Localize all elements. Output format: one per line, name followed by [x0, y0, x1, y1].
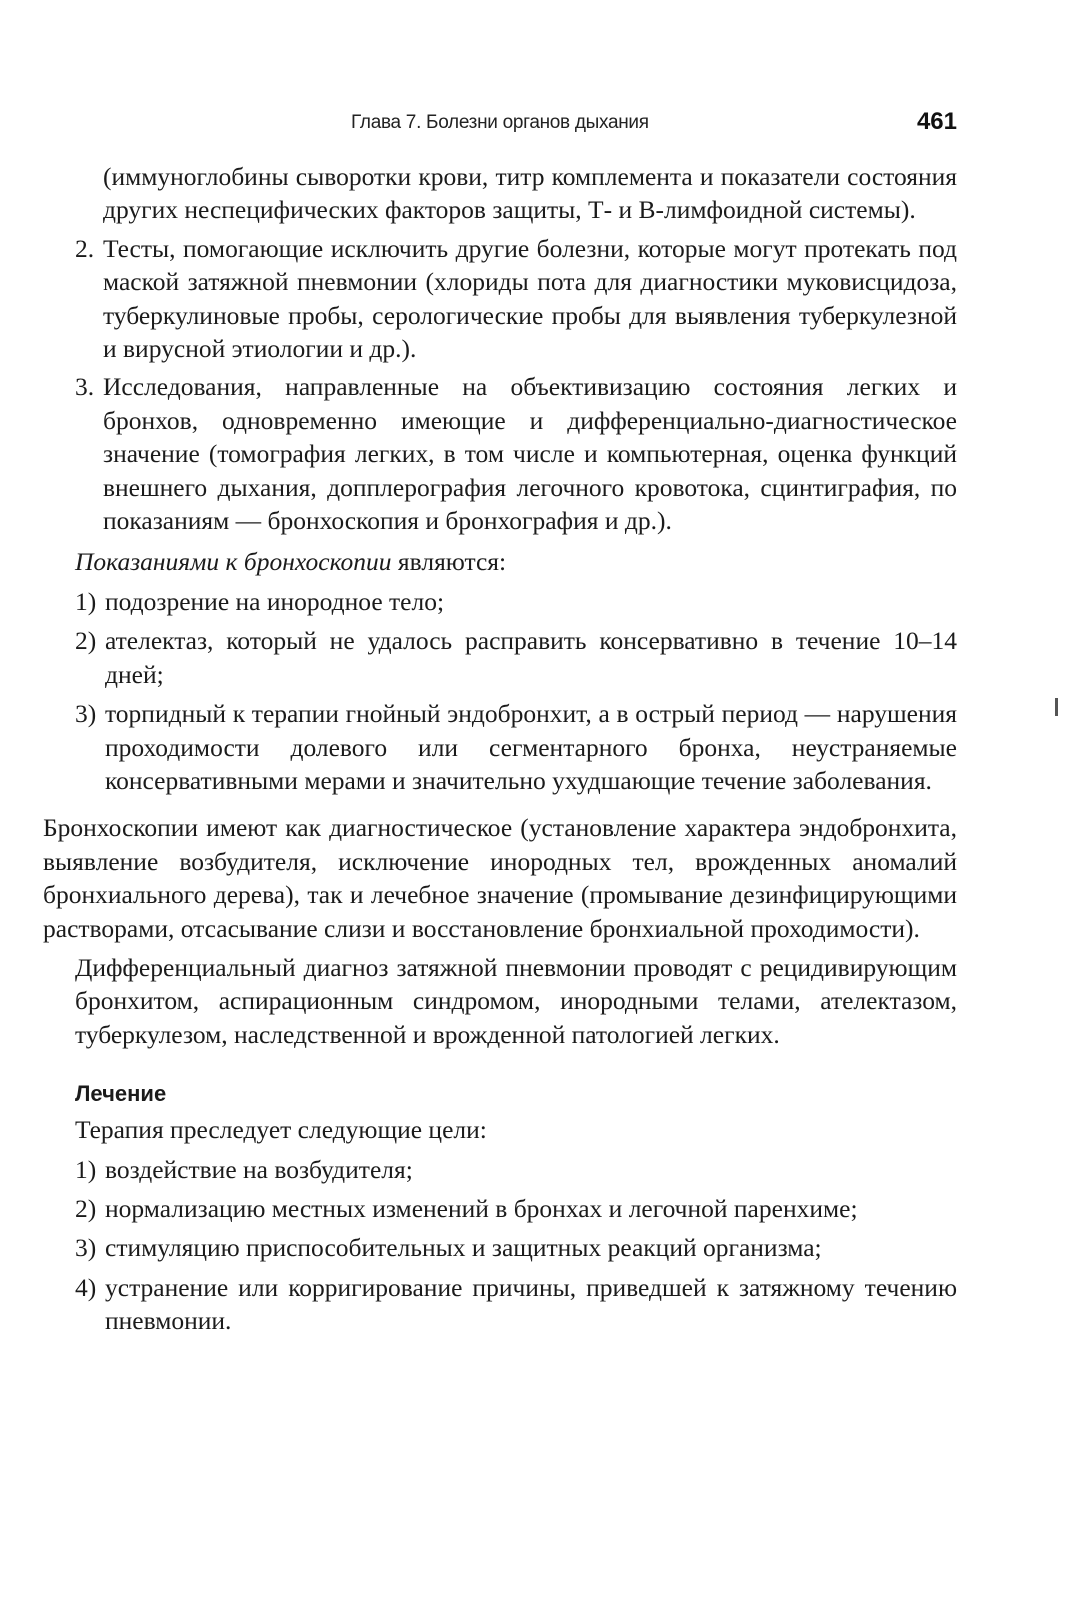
list-item-number: 2): [75, 1193, 97, 1223]
list-item-text: подозрение на инородное тело;: [105, 586, 445, 616]
paragraph-bronchoscopy: Бронхоскопии имеют как диагностическое (установление характера эндобронхита, выявление возбудителя, исключение инородных тел, врожденных аномалий бронхиального дерева), так и лечебное значение (промывание дезинфицирующими растворами, отсасывание слизи и восстановление бронхиальной проходимости).: [43, 813, 957, 943]
treatment-goal-item: [75, 1231, 957, 1264]
treatment-lead: Терапия преследует следующие цели:: [75, 1115, 487, 1145]
list-item-text: ателектаз, который не удалось расправить консервативно в течение 10–14 дней;: [105, 626, 957, 689]
list-item-number: 3): [75, 699, 97, 729]
page-body: [43, 160, 957, 1338]
indication-item: [75, 585, 957, 618]
list-item-number: 2): [75, 626, 97, 656]
treatment-goal-item: [75, 1192, 957, 1225]
numbered-list: [75, 232, 957, 538]
treatment-goals-list: [75, 1153, 957, 1338]
list-item-number: 4): [75, 1272, 97, 1302]
list-item-text: воздействие на возбудителя;: [105, 1154, 413, 1184]
list-item-text: нормализацию местных изменений в бронхах и легочной паренхиме;: [105, 1193, 858, 1223]
treatment-goal-item: [75, 1271, 957, 1338]
page-number: 461: [916, 108, 957, 135]
paragraph-differential: Дифференциальный диагноз затяжной пневмонии проводят с рецидивирующим бронхитом, аспирационным синдромом, инородными телами, ателектазом, туберкулезом, наследственной и врожденной патологией легких.: [75, 952, 957, 1049]
indication-item: [75, 624, 957, 691]
list-item-number: 2.: [75, 233, 95, 263]
list-item-text: Исследования, направленные на объективизацию состояния легких и бронхов, одновременно имеющие и дифференциально-диагностическое значение (томография легких, в том числе и компьютерная, оценка функций внешнего дыхания, допплерография легочного кровотока, сцинтиграфия, по показаниям — бронхоскопия и бронхография и др.).: [103, 372, 957, 536]
treatment-goal-item: [75, 1153, 957, 1186]
list-item-number: 3): [75, 1233, 97, 1263]
indications-list: [75, 585, 957, 797]
numbered-list-item: [75, 232, 957, 366]
list-item-text: торпидный к терапии гнойный эндобронхит, а в острый период — нарушения проходимости долевого или сегментарного бронха, неустраняемые консервативными мерами и значительно ухудшающие течение заболевания.: [105, 699, 957, 795]
indications-lead-rest: являются:: [391, 547, 507, 577]
indications-lead: [75, 545, 957, 578]
indication-item: [75, 697, 957, 797]
numbered-list-item: [75, 370, 957, 537]
list-item-text: Тесты, помогающие исключить другие болезни, которые могут протекать под маской затяжной пневмонии (хлориды пота для диагностики муковисцидоза, туберкулиновые пробы, серологические пробы для выявления туберкулезной и вирусной этиологии и др.).: [103, 233, 957, 364]
indications-lead-italic: Показаниями к бронхоскопии: [75, 547, 392, 577]
list-item-text: устранение или корригирование причины, приведшей к затяжному течению пневмонии.: [105, 1272, 957, 1336]
list-item-number: 3.: [75, 372, 95, 402]
running-header: [75, 108, 957, 138]
intro-continuation: (иммуноглобины сыворотки крови, титр комплемента и показатели состояния других неспецифических факторов защиты, Т- и В-лимфоидной системы).: [103, 162, 957, 225]
scan-edge-mark: [1055, 698, 1058, 716]
list-item-text: стимуляцию приспособительных и защитных реакций организма;: [105, 1233, 822, 1263]
list-item-number: 1): [75, 1154, 97, 1184]
chapter-title: Глава 7. Болезни органов дыхания: [351, 112, 649, 133]
list-item-number: 1): [75, 586, 97, 616]
section-heading-treatment: Лечение: [75, 1081, 167, 1107]
